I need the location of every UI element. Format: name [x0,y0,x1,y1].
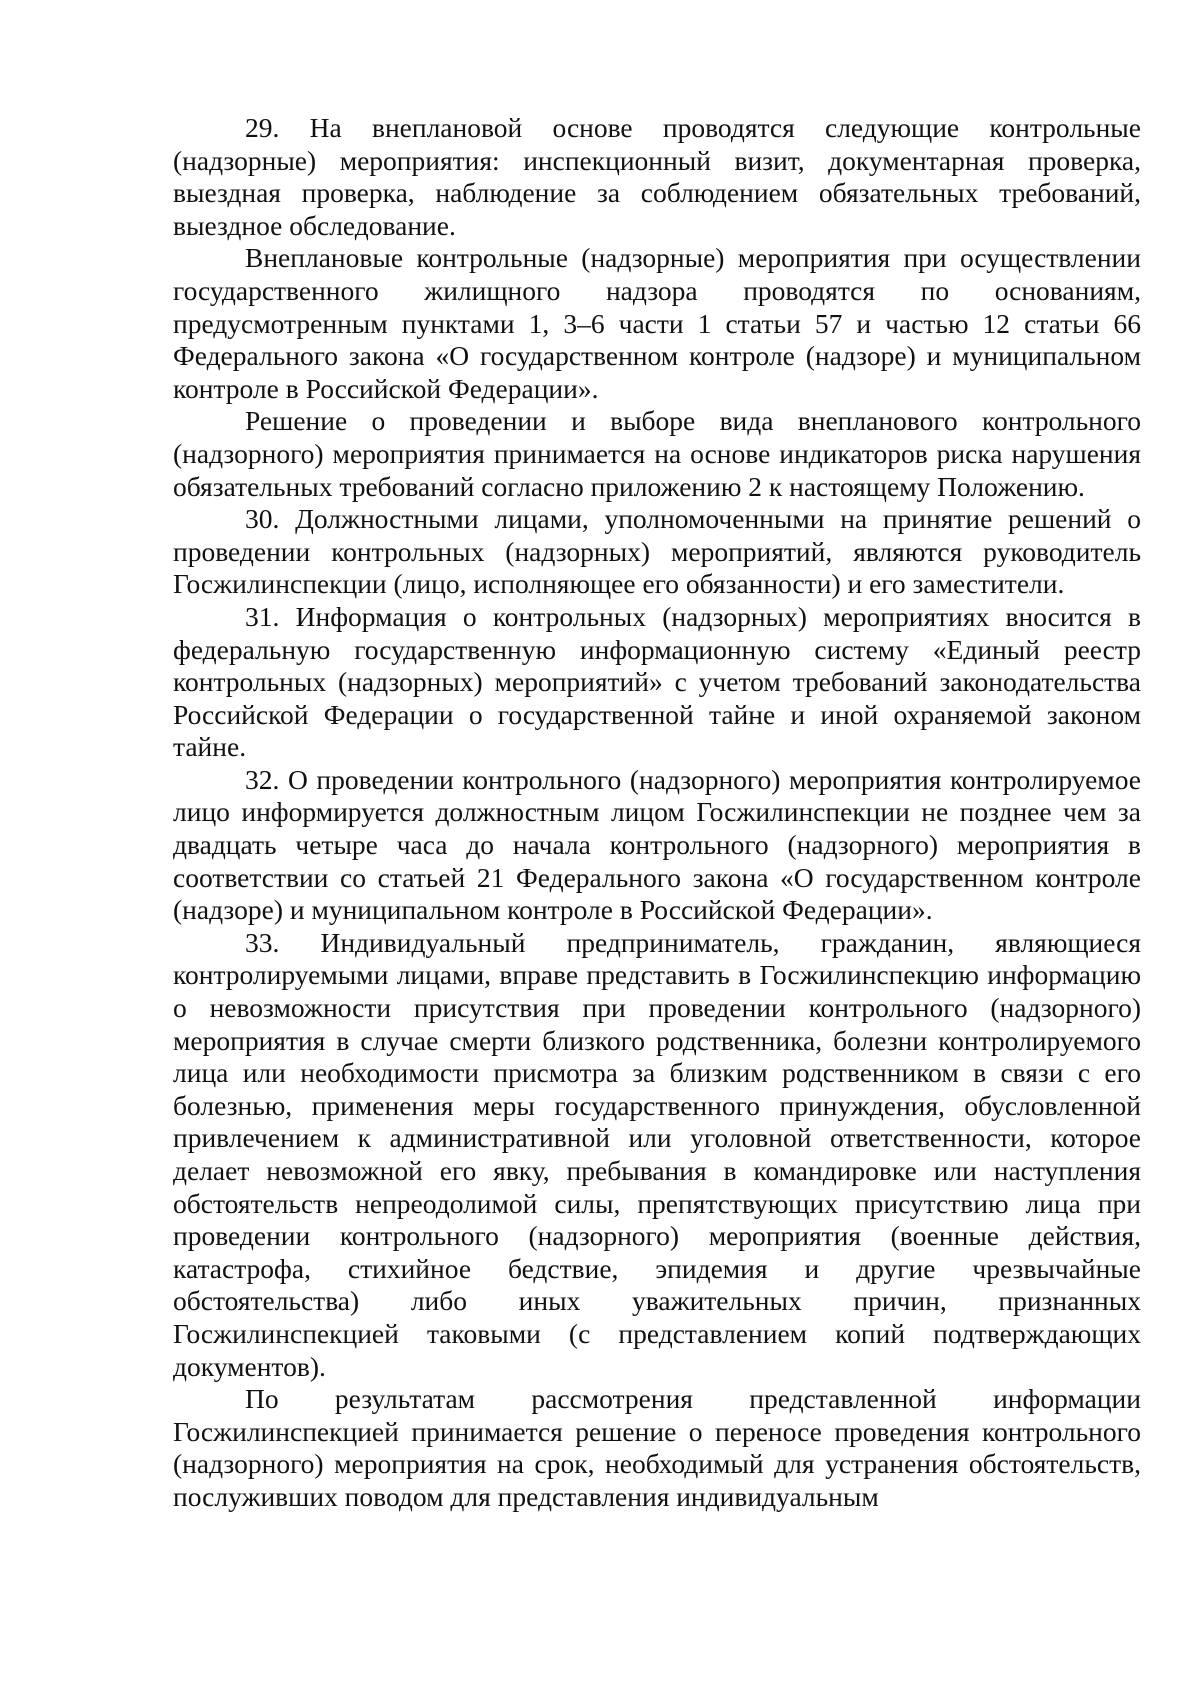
paragraph-33: 33. Индивидуальный предприниматель, гражданин, являющиеся контролируемыми лицами, вправе представить в Госжилинспекцию информацию о невозможности присутствия при проведении контрольного (надзорного) мероприятия в случае смерти близкого родственника, болезни контролируемого лица или необходимости присмотра за близким родственником в связи с его болезнью, применения меры государственного принуждения, обусловленной привлечением к административной или уголовной ответственности, которое делает невозможной его явку, пребывания в командировке или наступления обстоятельств непреодолимой силы, препятствующих присутствию лица при проведении контрольного (надзорного) мероприятия (военные действия, катастрофа, стихийное бедствие, эпидемия и другие чрезвычайные обстоятельства) либо иных уважительных причин, признанных Госжилинспекцией таковыми (с представлением копий подтверждающих документов). [173,926,1141,1382]
document-page [173,112,1141,1514]
paragraph-32: 32. О проведении контрольного (надзорного) мероприятия контролируемое лицо информируется должностным лицом Госжилинспекции не позднее чем за двадцать четыре часа до начала контрольного (надзорного) мероприятия в соответствии со статьей 21 Федерального закона «О государственном контроле (надзоре) и муниципальном контроле в Российской Федерации». [173,763,1141,926]
paragraph-decision-indicators: Решение о проведении и выборе вида внепланового контрольного (надзорного) мероприятия принимается на основе индикаторов риска нарушения обязательных требований согласно приложению 2 к настоящему Положению. [173,405,1141,502]
paragraph-30: 30. Должностными лицами, уполномоченными на принятие решений о проведении контрольных (надзорных) мероприятий, являются руководитель Госжилинспекции (лицо, исполняющее его обязанности) и его заместители. [173,503,1141,600]
paragraph-unscheduled-grounds: Внеплановые контрольные (надзорные) мероприятия при осуществлении государственного жилищного надзора проводятся по основаниям, предусмотренным пунктами 1, 3–6 части 1 статьи 57 и частью 12 статьи 66 Федерального закона «О государственном контроле (надзоре) и муниципальном контроле в Российской Федерации». [173,242,1141,404]
paragraph-31: 31. Информация о контрольных (надзорных) мероприятиях вносится в федеральную государственную информационную систему «Единый реестр контрольных (надзорных) мероприятий» с учетом требований законодательства Российской Федерации о государственной тайне и иной охраняемой законом тайне. [173,600,1141,763]
paragraph-postponement: По результатам рассмотрения представленной информации Госжилинспекцией принимается решение о переносе проведения контрольного (надзорного) мероприятия на срок, необходимый для устранения обстоятельств, послуживших поводом для представления индивидуальным [173,1383,1141,1512]
paragraph-29: 29. На внеплановой основе проводятся следующие контрольные (надзорные) мероприятия: инспекционный визит, документарная проверка, выездная проверка, наблюдение за соблюдением обязательных требований, выездное обследование. [173,112,1141,241]
